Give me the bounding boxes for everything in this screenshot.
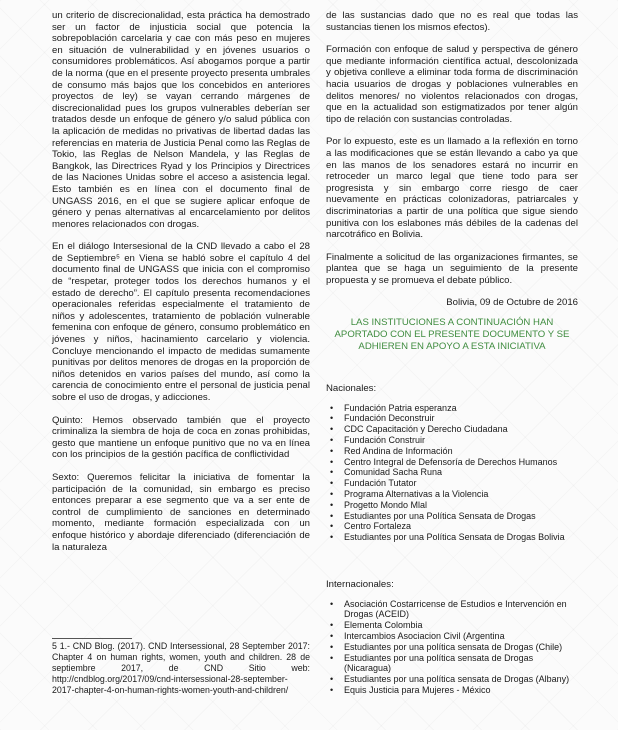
- organization-item: • Comunidad Sacha Runa: [326, 467, 578, 478]
- nationals-list: [326, 403, 578, 543]
- organization-item: • Intercambios Asociacion Civil (Argentina: [326, 631, 578, 642]
- organization-item: • Estudiantes por una Política Sensata de Drogas Bolivia: [326, 532, 578, 543]
- institutions-headline: LAS INSTITUCIONES A CONTINUACIÓN HAN APORTADO CON EL PRESENTE DOCUMENTO Y SE ADHIEREN EN APOYO A ESTA INICIATIVA: [334, 317, 570, 353]
- organization-item: • Estudiantes por una política sensata de Drogas (Chile): [326, 642, 578, 653]
- paragraph-sexto: Sexto: Queremos felicitar la iniciativa de fomentar la participación de la comunidad, sin embargo es preciso entonces preparar a ese segmento que va a ser ente de control de cumplimiento de sanciones en determinado momento, mediante formación especializada con un enfoque histórico y abordaje diferenciado (diferenciación de la naturaleza: [52, 471, 310, 553]
- internationals-label: Internacionales:: [326, 579, 394, 591]
- footnote: 5 1.- CND Blog. (2017). CND Intersessional, 28 September 2017: Chapter 4 on human rights, women, youth and children. 28 de septiembre 2017, de CND Sitio web: http://cndblog.org/2017/09/cnd-intersessional-28-september-2017-chapter-4-on-human-rights-women-youth-and-children/: [52, 641, 310, 695]
- organization-item: • Fundación Deconstruir: [326, 413, 578, 424]
- paragraph-cnd-dialogue: En el diálogo Intersesional de la CND llevado a cabo el 28 de Septiembre⁵ en Viena se habló sobre el capítulo 4 del documento final de UNGASS que inicia con el compromiso de “respetar, proteger todos los derechos humanos y el estado de derecho”. El capítulo presenta recomendaciones operacionales referidas especialmente el tratamiento de niños y adolescentes, tratamiento de población vulnerable femenina con enfoque de género, consumo problemático en jóvenes y niños, hacinamiento carcelario y violencia. Concluye mencionando el impacto de medidas sumamente punitivas por delitos menores de drogas en la proporción de niños detenidos en varios países del mundo, así como la carencia de conocimiento entre el personal de justicia penal sobre el uso de drogas, y adicciones.: [52, 241, 310, 403]
- organization-item: • Fundación Construir: [326, 435, 578, 446]
- organization-item: • Estudiantes por una Política Sensata de Drogas: [326, 511, 578, 522]
- organization-item: • Estudiantes por una política sensata de Drogas (Albany): [326, 674, 578, 685]
- left-column: [52, 10, 310, 564]
- organization-item: • CDC Capacitación y Derecho Ciudadana: [326, 424, 578, 435]
- document-date: Bolivia, 09 de Octubre de 2016: [446, 297, 578, 309]
- paragraph-finally: Finalmente a solicitud de las organizaciones firmantes, se plantea que se haga un seguimiento de la presente propuesta y se promueva el debate público.: [326, 251, 578, 286]
- organization-item: • Centro Fortaleza: [326, 521, 578, 532]
- organization-item: • Centro Integral de Defensoría de Derechos Humanos: [326, 457, 578, 468]
- paragraph-substances: de las sustancias dado que no es real que todas las sustancias tienen los mismos efectos).: [326, 10, 578, 33]
- organization-item: • Programa Alternativas a la Violencia: [326, 489, 578, 500]
- organization-item: • Fundación Patria esperanza: [326, 403, 578, 414]
- organization-item: • Equis Justicia para Mujeres - México: [326, 685, 578, 696]
- organization-item: • Fundación Tutator: [326, 478, 578, 489]
- organization-item: • Progetto Mondo Mlal: [326, 500, 578, 511]
- right-column: [326, 10, 578, 696]
- paragraph-reflection: Por lo expuesto, este es un llamado a la reflexión en torno a las modificaciones que se están llevando a cabo ya que en las manos de los senadores estará no incurrir en retroceder un marco legal que tiene todo para ser progresista y sin embargo corre riesgo de caer nuevamente en prácticas colonizadoras, patriarcales y discriminatorias a partir de una política que sigue siendo punitiva con los eslabones más débiles de la cadenas del narcotráfico en Bolivia.: [326, 136, 578, 241]
- nationals-label: Nacionales:: [326, 383, 377, 395]
- organization-item: • Elementa Colombia: [326, 620, 578, 631]
- organization-item: • Red Andina de Información: [326, 446, 578, 457]
- paragraph-discretionality: un criterio de discrecionalidad, esta práctica ha demostrado ser un factor de injusticia social que potencia la sobrepoblación carcelaria y cae con más peso en mujeres en situación de vulnerabilidad y en jóvenes usuarios o consumidores problemáticos. Así abogamos porque a partir de la norma (que en el presente proyecto presenta umbrales de consumo más bajos que los concebidos en anteriores proyectos de ley) se vayan cerrando márgenes de discrecionalidad pues los grupos vulnerables deberían ser tratados desde un enfoque de género y/o salud pública con la aplicación de medidas no privativas de libertad dadas las referencias en materia de Justicia Penal como las Reglas de Tokio, las Reglas de Nelson Mandela, y las Reglas de Bangkok, las Directrices Ryad y los Principios y Directrices de las Naciones Unidas sobre el acceso a asistencia legal. Esto también es en línea con el documento final de UNGASS 2016, en el que se sugiere aplicar enfoque de género y penas alternativas al encarcelamiento por delitos menores relacionados con drogas.: [52, 10, 310, 230]
- footnote-divider: [52, 638, 132, 639]
- paragraph-quinto: Quinto: Hemos observado también que el proyecto criminaliza la siembra de hoja de coca en zonas prohibidas, gesto que mantiene un enfoque punitivo que no va en línea con los principios de la gestión pacífica de conflictividad: [52, 414, 310, 461]
- organization-item: • Asociación Costarricense de Estudios e Intervención en Drogas (ACEID): [326, 599, 578, 621]
- internationals-list: [326, 599, 578, 696]
- paragraph-formation: Formación con enfoque de salud y perspectiva de género que mediante información científica actual, descolonizada y objetiva conlleve a eliminar toda forma de discriminación hacia usuarios de drogas y poblaciones vulnerables en delitos menores/ no violentos relacionados con drogas, que en la actualidad son estigmatizados por tener algún tipo de relación con sustancias controladas.: [326, 44, 578, 125]
- organization-item: • Estudiantes por una política sensata de Drogas (Nicaragua): [326, 653, 578, 675]
